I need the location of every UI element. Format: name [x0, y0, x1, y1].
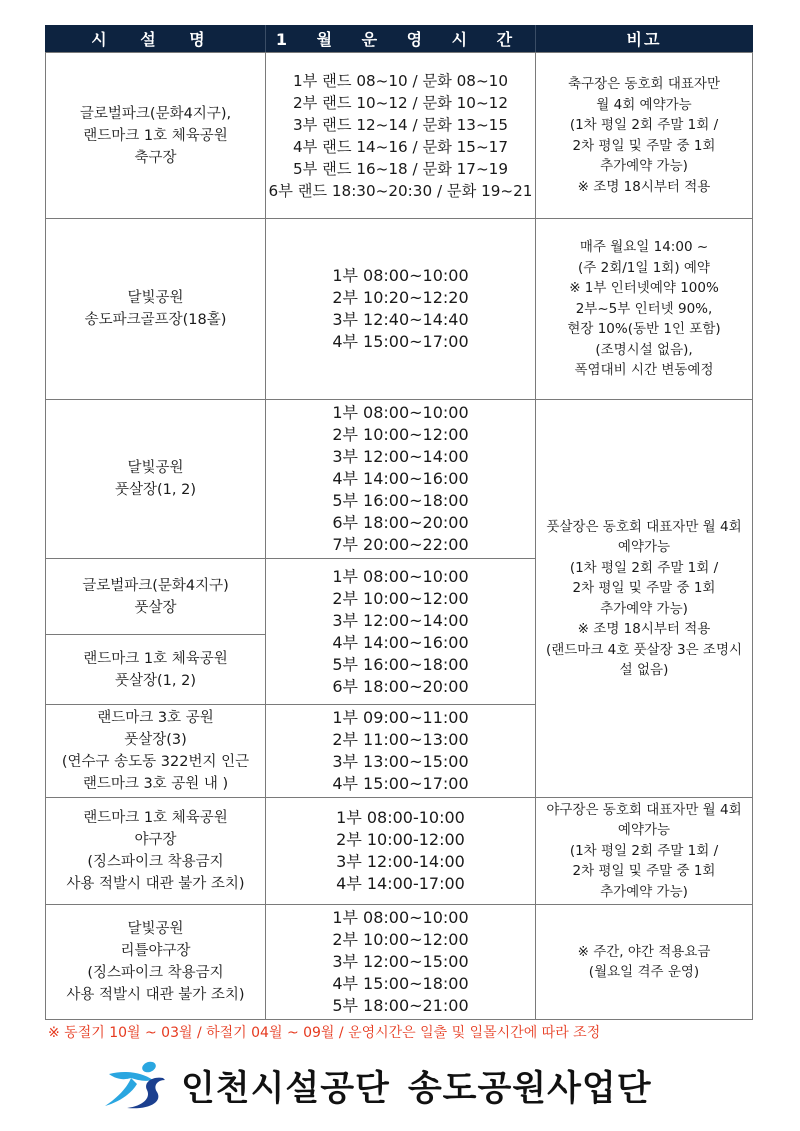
note-line: 현장 10%(동반 1인 포함): [567, 321, 721, 338]
note-line: (랜드마크 4호 풋살장 3은 조명시: [545, 641, 743, 658]
facility-line: 송도파크골프장(18홀): [84, 312, 227, 328]
facility-cell-baseball: [45, 797, 266, 905]
hours-line: 1부 09:00~11:00: [332, 708, 469, 727]
facility-line: 랜드마크 3호 공원 내 ): [82, 776, 229, 792]
hours-line: 7부 20:00~22:00: [332, 535, 469, 554]
note-line: 추가예약 가능): [600, 158, 688, 174]
note-line: 폭염대비 시간 변동예정: [574, 362, 714, 379]
hours-line: 1부 08:00-10:00: [336, 808, 465, 827]
hours-line: 1부 랜드 08~10 / 문화 08~10: [292, 71, 509, 90]
facility-cell-dalbit-futsal: [45, 399, 266, 559]
hours-line: 1부 08:00~10:00: [332, 908, 469, 927]
note-line: 추가예약 가능): [600, 883, 688, 900]
facility-line: 글로벌파크(문화4지구),: [79, 105, 232, 122]
note-line: (1차 평일 2회 주말 1회 /: [569, 117, 719, 133]
running-figure-logo-icon: [103, 1058, 175, 1114]
hours-line: 6부 랜드 18:30~20:30 / 문화 19~21: [268, 181, 533, 200]
hours-cell-baseball: [265, 797, 536, 905]
facility-cell-globalpark-futsal: [45, 558, 266, 635]
hours-line: 3부 12:40~14:40: [332, 310, 469, 329]
header-remarks: 비고: [535, 25, 753, 52]
hours-cell-landmark3-futsal: [265, 704, 536, 798]
facility-cell-landmark1-futsal: [45, 634, 266, 705]
hours-line: 4부 15:00~18:00: [332, 974, 469, 993]
hours-line: 3부 랜드 12~14 / 문화 13~15: [292, 115, 509, 134]
hours-line: 1부 08:00~10:00: [332, 403, 469, 422]
organization-name: [181, 1061, 652, 1111]
note-line: 풋살장은 동호회 대표자만 월 4회: [546, 518, 742, 535]
note-line: ※ 조명 18시부터 적용: [577, 621, 711, 637]
note-line: 2차 평일 및 주말 중 1회: [572, 137, 716, 154]
note-line: ※ 조명 18시부터 적용: [577, 178, 711, 195]
hours-line: 2부 10:00-12:00: [336, 830, 465, 849]
note-line: ※ 1부 인터넷예약 100%: [569, 280, 719, 297]
hours-line: 4부 15:00~17:00: [332, 332, 469, 351]
facility-line: 랜드마크 1호 체육공원: [83, 810, 228, 826]
header-divider: [265, 25, 266, 52]
note-cell-futsal-shared: [535, 399, 753, 798]
facility-line: 달빛공원: [127, 921, 184, 937]
facility-cell-little-baseball: [45, 904, 266, 1020]
facility-line: 글로벌파크(문화4지구): [82, 577, 229, 594]
header-divider: [535, 25, 536, 52]
facility-line: 랜드마크 1호 체육공원: [83, 650, 228, 667]
hours-line: 3부 12:00~14:00: [332, 610, 469, 630]
seasonal-footnote: ※ 동절기 10월 ~ 03월 / 하절기 04월 ~ 09월 / 운영시간은 일출 및 일몰시간에 따라 조정: [48, 1025, 601, 1041]
note-line: (조명시설 없음),: [595, 341, 693, 358]
hours-cell-little-baseball: [265, 904, 536, 1020]
hours-line: 5부 16:00~18:00: [332, 654, 469, 674]
note-line: 매주 월요일 14:00 ~: [579, 239, 709, 256]
note-line: 2차 평일 및 주말 중 1회: [572, 863, 716, 880]
hours-line: 2부 10:00~12:00: [332, 588, 469, 608]
facility-line: 사용 적발시 대관 불가 조치): [66, 987, 245, 1003]
hours-cell-dalbit-futsal: [265, 399, 536, 559]
facility-line: 랜드마크 1호 체육공원: [83, 127, 228, 144]
hours-line: 2부 10:00~12:00: [332, 425, 469, 444]
hours-line: 4부 14:00-17:00: [336, 874, 465, 893]
hours-line: 3부 12:00-14:00: [336, 852, 465, 871]
hours-line: 6부 18:00~20:00: [332, 513, 469, 532]
facility-cell-parkgolf: [45, 218, 266, 400]
facility-line: 랜드마크 3호 공원: [97, 710, 214, 726]
hours-cell-parkgolf: [265, 218, 536, 400]
note-line: 야구장은 동호회 대표자만 월 4회: [546, 801, 742, 818]
note-cell-soccer: [535, 52, 753, 219]
facility-line: 달빛공원: [127, 460, 184, 476]
hours-line: 4부 14:00~16:00: [332, 469, 469, 488]
note-line: 설 없음): [619, 662, 669, 678]
note-line: 월 4회 예약가능: [596, 96, 692, 113]
facility-cell-landmark3-futsal: [45, 704, 266, 798]
hours-line: 3부 12:00~14:00: [332, 447, 469, 466]
hours-line: 4부 랜드 14~16 / 문화 15~17: [292, 137, 509, 156]
facility-cell-soccer: [45, 52, 266, 219]
hours-line: 2부 11:00~13:00: [332, 730, 469, 749]
facility-line: (징스파이크 착용금지: [87, 854, 224, 870]
facility-line: 축구장: [134, 149, 177, 166]
note-line: 2차 평일 및 주말 중 1회: [572, 580, 716, 596]
schedule-table: [45, 25, 753, 1020]
hours-line: 1부 08:00~10:00: [332, 566, 469, 586]
note-cell-baseball: [535, 797, 753, 905]
note-line: 2부~5부 인터넷 90%,: [575, 300, 713, 317]
facility-line: 리틀야구장: [120, 943, 191, 959]
note-line: 추가예약 가능): [600, 600, 688, 617]
note-line: (1차 평일 2회 주말 1회 /: [569, 559, 719, 576]
hours-line: 3부 12:00~15:00: [332, 952, 469, 971]
hours-line: 2부 10:00~12:00: [332, 930, 469, 949]
note-line: 예약가능: [617, 822, 671, 839]
facility-line: 달빛공원: [127, 290, 184, 306]
note-line: (주 2회/1일 1회) 예약: [578, 259, 710, 276]
note-line: 예약가능: [617, 539, 671, 555]
hours-line: 1부 08:00~10:00: [332, 266, 469, 285]
header-facility-name: 시 설 명: [45, 25, 265, 52]
hours-line: 5부 랜드 16~18 / 문화 17~19: [292, 159, 509, 178]
note-line: ※ 주간, 야간 적용요금: [577, 943, 711, 960]
facility-line: 사용 적발시 대관 불가 조치): [66, 876, 245, 892]
hours-line: 2부 10:20~12:20: [332, 288, 469, 307]
hours-line: 5부 18:00~21:00: [332, 996, 469, 1015]
organization-logo: [103, 1058, 652, 1113]
note-cell-little-baseball: [535, 904, 753, 1020]
org-name: 인천시설공단: [181, 1068, 390, 1109]
hours-line: 2부 랜드 10~12 / 문화 10~12: [292, 93, 509, 112]
facility-line: (징스파이크 착용금지: [87, 965, 224, 981]
hours-line: 6부 18:00~20:00: [332, 676, 469, 696]
note-line: (1차 평일 2회 주말 1회 /: [569, 842, 719, 859]
facility-line: (연수구 송도동 322번지 인근: [61, 754, 250, 770]
note-line: 축구장은 동호회 대표자만: [567, 76, 721, 92]
facility-line: 풋살장(1, 2): [114, 672, 196, 689]
hours-line: 5부 16:00~18:00: [332, 491, 469, 510]
hours-cell-soccer: [265, 52, 536, 219]
division-name: 송도공원사업단: [407, 1068, 652, 1109]
facility-line: 풋살장: [134, 599, 177, 616]
note-cell-parkgolf: [535, 218, 753, 400]
note-line: (월요일 격주 운영): [588, 964, 700, 980]
facility-line: 풋살장(1, 2): [114, 482, 196, 498]
facility-line: 풋살장(3): [124, 732, 187, 748]
hours-cell-futsal-shared: [265, 558, 536, 705]
hours-line: 4부 15:00~17:00: [332, 774, 469, 793]
header-operating-hours: 1 월 운 영 시 간: [265, 25, 535, 52]
hours-line: 3부 13:00~15:00: [332, 752, 469, 771]
facility-line: 야구장: [134, 832, 177, 848]
hours-line: 4부 14:00~16:00: [332, 632, 469, 652]
